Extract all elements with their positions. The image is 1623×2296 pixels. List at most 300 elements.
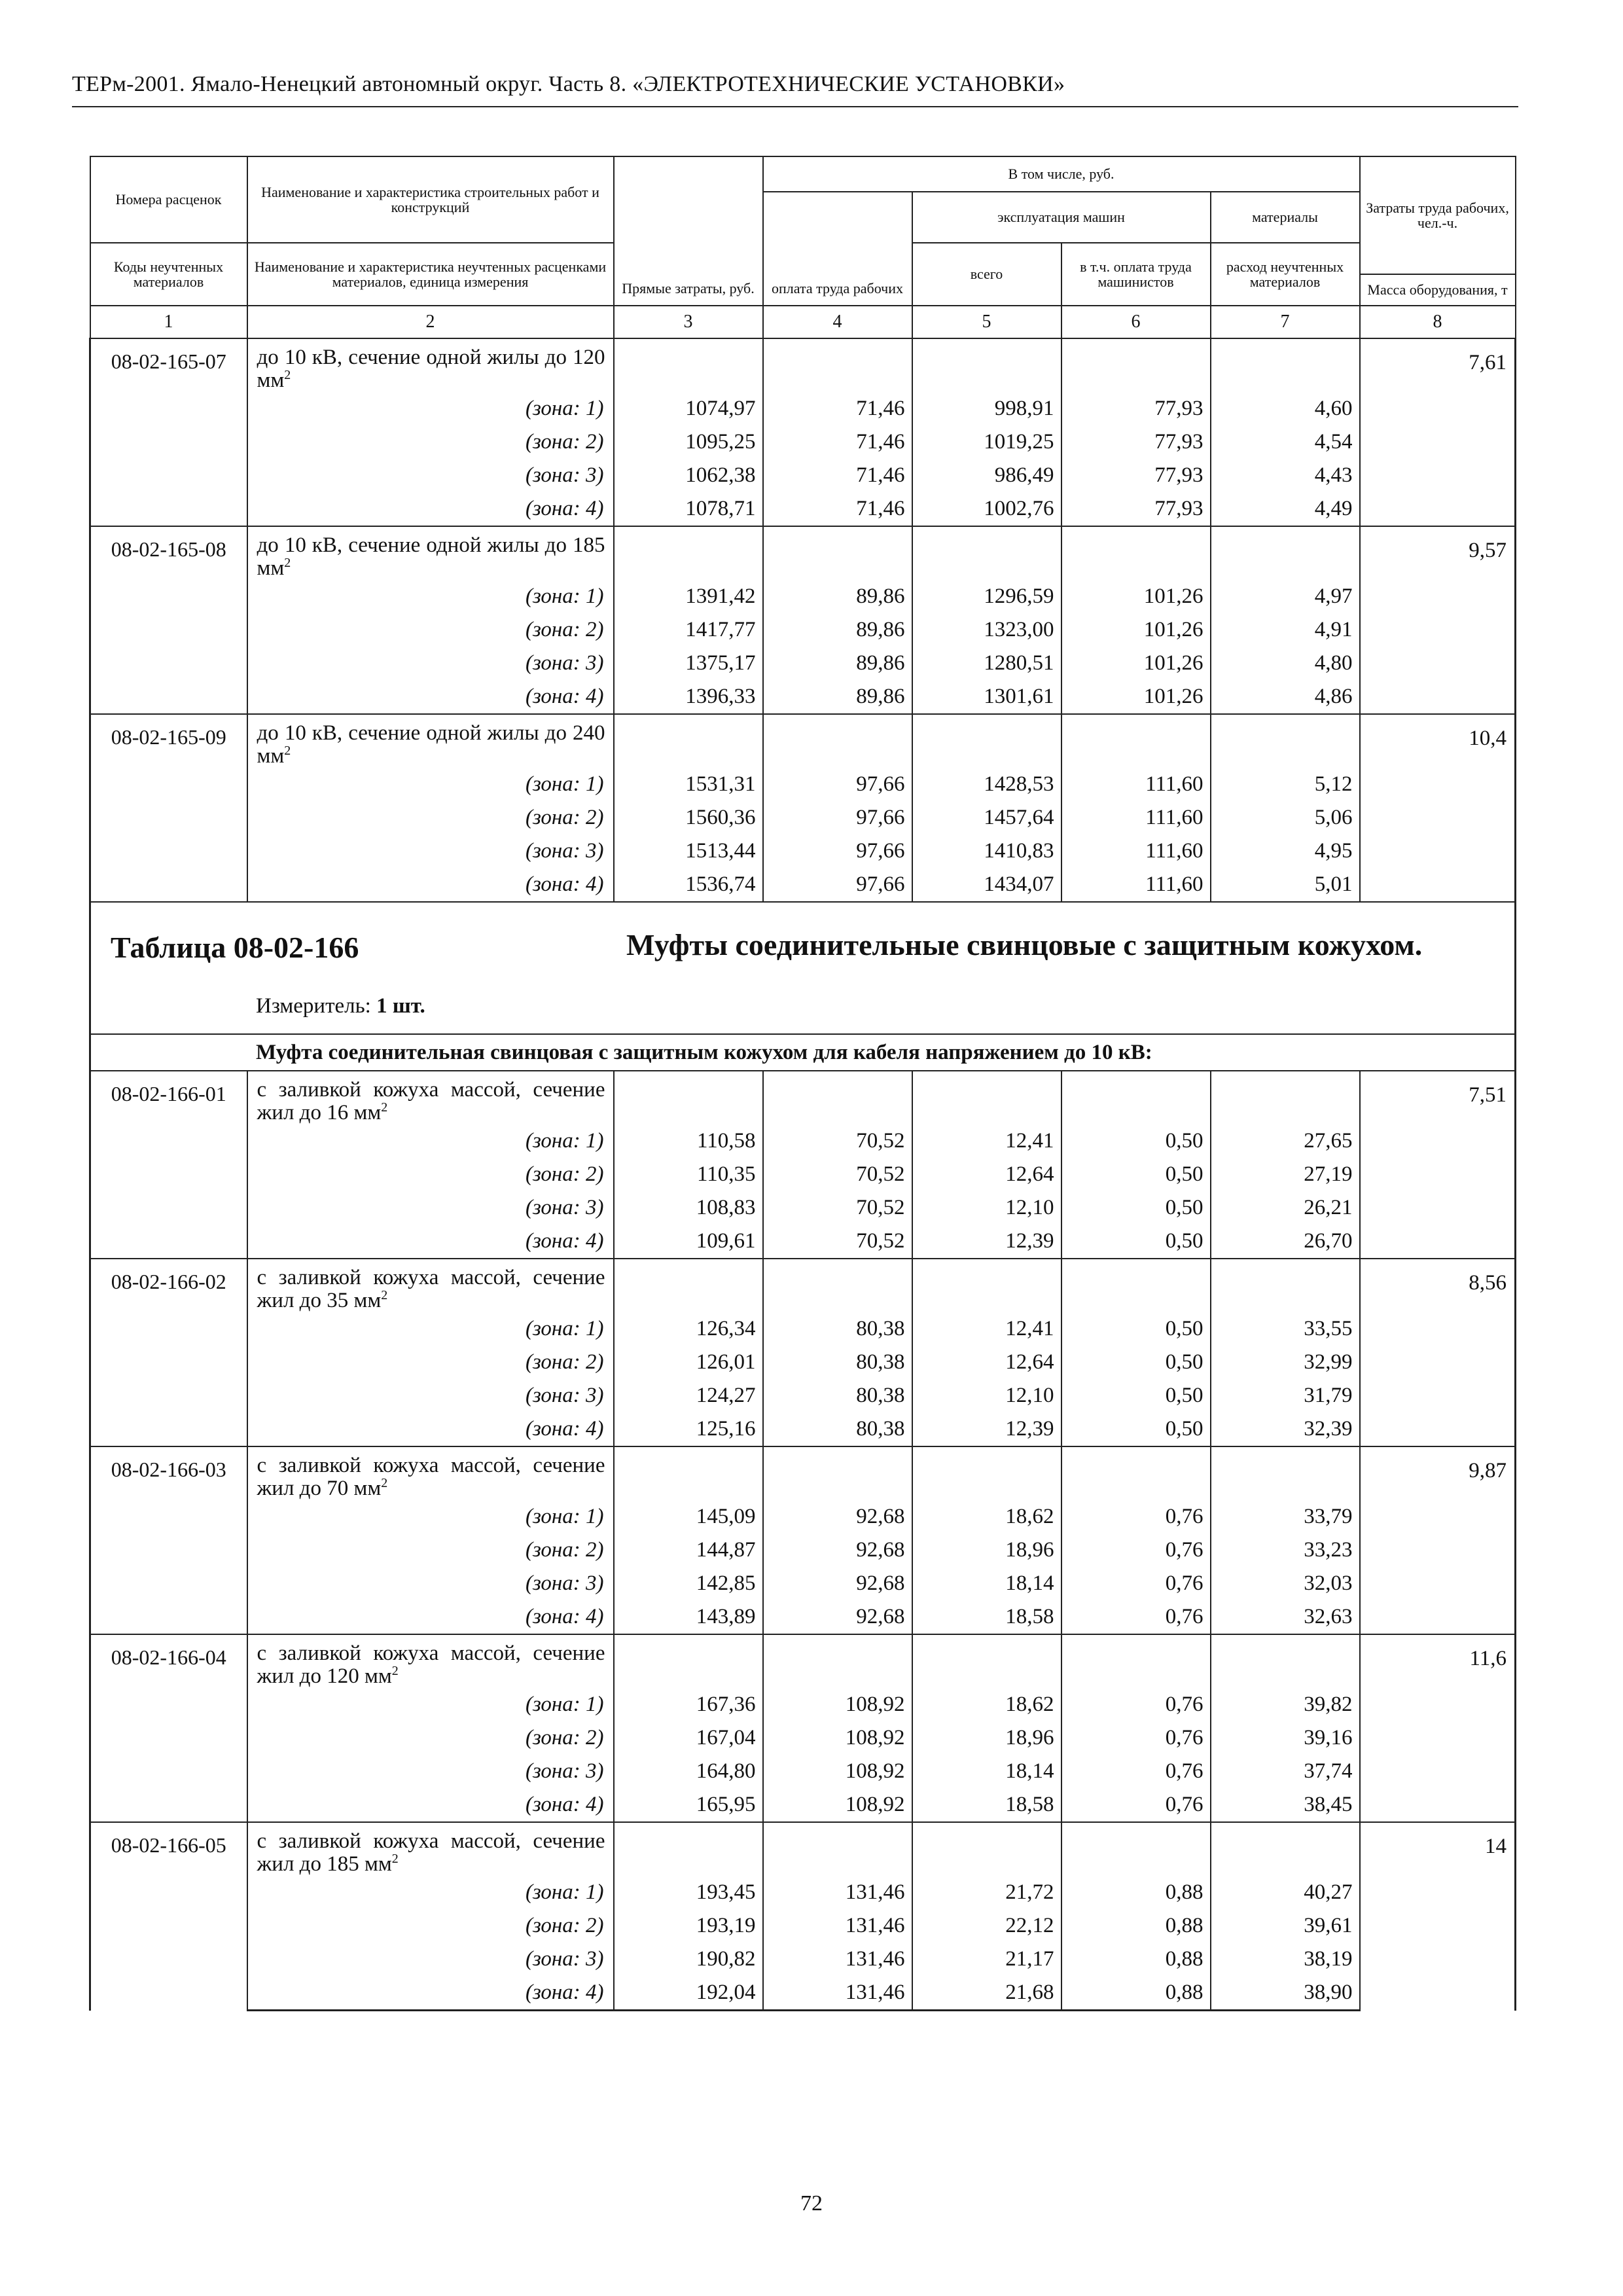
machines-total: 18,96 [912,1534,1061,1567]
wages-cost: 80,38 [763,1412,912,1446]
machines-total: 1457,64 [912,801,1061,834]
col-number: 3 [614,306,763,338]
wages-cost: 71,46 [763,425,912,459]
wages-cost: 97,66 [763,868,912,902]
empty-cell [912,1259,1061,1312]
machines-wages: 0,76 [1061,1755,1211,1788]
materials-cost: 32,63 [1211,1600,1360,1634]
machines-wages: 77,93 [1061,459,1211,492]
zone-row [90,1567,1516,1600]
zone-row [90,392,1516,425]
rate-mass: 10,4 [1360,714,1516,902]
col-header-materials: материалы [1211,192,1360,243]
empty-cell [1211,1259,1360,1312]
empty-cell [763,526,912,580]
zone-label: (зона: 3) [247,1943,614,1976]
zone-row [90,459,1516,492]
direct-cost: 192,04 [614,1976,763,2011]
materials-cost: 4,86 [1211,680,1360,714]
empty-cell [763,1446,912,1500]
zone-row [90,425,1516,459]
empty-cell [763,1071,912,1124]
table-unit [256,994,425,1018]
materials-cost: 32,99 [1211,1346,1360,1379]
empty-cell [1061,1259,1211,1312]
direct-cost: 109,61 [614,1225,763,1259]
rate-name [247,526,614,580]
materials-cost: 4,91 [1211,613,1360,647]
machines-total: 12,39 [912,1225,1061,1259]
rate-entry-header [90,1446,1516,1500]
machines-total: 21,17 [912,1943,1061,1976]
direct-cost: 1417,77 [614,613,763,647]
wages-cost: 97,66 [763,834,912,868]
machines-total: 18,14 [912,1755,1061,1788]
machines-wages: 0,76 [1061,1788,1211,1822]
machines-wages: 0,76 [1061,1500,1211,1534]
direct-cost: 1536,74 [614,868,763,902]
zone-row [90,768,1516,801]
rate-entry-header [90,338,1516,392]
zone-label: (зона: 3) [247,1567,614,1600]
direct-cost: 1074,97 [614,392,763,425]
direct-cost: 167,36 [614,1688,763,1721]
empty-cell [763,338,912,392]
empty-cell [614,1634,763,1688]
machines-wages: 101,26 [1061,680,1211,714]
rate-mass: 7,51 [1360,1071,1516,1259]
zone-row [90,1312,1516,1346]
wages-cost: 97,66 [763,768,912,801]
wages-cost: 131,46 [763,1943,912,1976]
column-numbers-row [90,306,1516,338]
machines-total: 1428,53 [912,768,1061,801]
machines-total: 18,96 [912,1721,1061,1755]
machines-total: 986,49 [912,459,1061,492]
machines-total: 18,62 [912,1500,1061,1534]
empty-cell [1211,1071,1360,1124]
materials-cost: 5,12 [1211,768,1360,801]
machines-total: 22,12 [912,1909,1061,1943]
direct-cost: 1396,33 [614,680,763,714]
empty-cell [1061,714,1211,768]
machines-wages: 0,50 [1061,1191,1211,1225]
materials-cost: 32,39 [1211,1412,1360,1446]
empty-cell [912,526,1061,580]
machines-total: 18,58 [912,1600,1061,1634]
wages-cost: 92,68 [763,1534,912,1567]
zone-label: (зона: 4) [247,1788,614,1822]
header-divider [72,106,1518,107]
machines-wages: 101,26 [1061,647,1211,680]
zone-label: (зона: 2) [247,801,614,834]
superscript: 2 [284,556,291,570]
machines-wages: 0,50 [1061,1158,1211,1191]
direct-cost: 1531,31 [614,768,763,801]
machines-wages: 111,60 [1061,868,1211,902]
empty-cell [614,714,763,768]
rate-name [247,1446,614,1500]
rate-entry-header [90,526,1516,580]
superscript: 2 [284,368,291,382]
rate-entry-header [90,1634,1516,1688]
col-number: 6 [1061,306,1211,338]
rate-name-text: до 10 кВ, сечение одной жилы до 185 мм [257,533,605,580]
rate-mass: 8,56 [1360,1259,1516,1446]
machines-total: 1301,61 [912,680,1061,714]
zone-label: (зона: 1) [247,1688,614,1721]
zone-row [90,1379,1516,1412]
zone-label: (зона: 1) [247,768,614,801]
machines-wages: 0,76 [1061,1721,1211,1755]
zone-row [90,801,1516,834]
col-header-rate-numbers: Номера расценок [90,156,247,243]
materials-cost: 26,70 [1211,1225,1360,1259]
materials-cost: 38,45 [1211,1788,1360,1822]
superscript: 2 [391,1664,399,1678]
rate-name [247,1822,614,1876]
zone-label: (зона: 3) [247,1379,614,1412]
empty-cell [763,1634,912,1688]
machines-wages: 0,88 [1061,1943,1211,1976]
wages-cost: 71,46 [763,392,912,425]
machines-total: 1323,00 [912,613,1061,647]
direct-cost: 1062,38 [614,459,763,492]
rate-code: 08-02-166-04 [90,1634,247,1822]
direct-cost: 1560,36 [614,801,763,834]
machines-wages: 0,50 [1061,1312,1211,1346]
rate-name-text: с заливкой кожуха массой, сечение жил до 35 мм [257,1266,605,1312]
direct-cost: 143,89 [614,1600,763,1634]
machines-total: 998,91 [912,392,1061,425]
materials-cost: 27,19 [1211,1158,1360,1191]
machines-total: 12,39 [912,1412,1061,1446]
machines-wages: 0,88 [1061,1876,1211,1909]
zone-label: (зона: 4) [247,1225,614,1259]
rate-entry-header [90,1259,1516,1312]
zone-label: (зона: 1) [247,1876,614,1909]
zone-row [90,1876,1516,1909]
materials-cost: 38,19 [1211,1943,1360,1976]
machines-total: 12,10 [912,1191,1061,1225]
wages-cost: 131,46 [763,1976,912,2011]
rate-entry-header [90,714,1516,768]
zone-row [90,492,1516,526]
table-title [91,903,1514,1033]
zone-label: (зона: 3) [247,834,614,868]
zone-label: (зона: 4) [247,1412,614,1446]
wages-cost: 97,66 [763,801,912,834]
empty-cell [1211,1634,1360,1688]
zone-label: (зона: 2) [247,1721,614,1755]
zone-label: (зона: 1) [247,1124,614,1158]
direct-cost: 142,85 [614,1567,763,1600]
zone-label: (зона: 4) [247,1976,614,2011]
zone-row [90,1500,1516,1534]
col-header-wages: оплата труда рабочих [763,192,912,306]
empty-cell [614,526,763,580]
zone-row [90,1909,1516,1943]
rate-code: 08-02-166-01 [90,1071,247,1259]
empty-cell [763,1259,912,1312]
section-subheader-row [90,1034,1516,1071]
rate-entry-header [90,1071,1516,1124]
machines-wages: 0,76 [1061,1688,1211,1721]
col-header-machines-total: всего [912,243,1061,306]
rate-code: 08-02-165-07 [90,338,247,526]
rate-name-text: с заливкой кожуха массой, сечение жил до 70 мм [257,1454,605,1500]
rate-code: 08-02-165-09 [90,714,247,902]
direct-cost: 164,80 [614,1755,763,1788]
table-name: Муфты соединительные свинцовые с защитным кожухом. [626,928,1423,961]
col-header-name: Наименование и характеристика строительных работ и конструкций [247,156,614,243]
zone-row [90,834,1516,868]
machines-total: 18,62 [912,1688,1061,1721]
machines-total: 1019,25 [912,425,1061,459]
machines-total: 12,64 [912,1346,1061,1379]
materials-cost: 37,74 [1211,1755,1360,1788]
materials-cost: 33,79 [1211,1500,1360,1534]
machines-total: 12,64 [912,1158,1061,1191]
materials-cost: 5,06 [1211,801,1360,834]
zone-label: (зона: 3) [247,459,614,492]
col-header-materials-consumption: расход неучтенных материалов [1211,243,1360,306]
empty-cell [912,338,1061,392]
superscript: 2 [381,1288,388,1302]
empty-cell [614,1446,763,1500]
zone-label: (зона: 1) [247,392,614,425]
empty-cell [912,1446,1061,1500]
empty-cell [1061,1446,1211,1500]
wages-cost: 71,46 [763,459,912,492]
table-number: Таблица 08-02-166 [111,931,359,964]
rate-name [247,1634,614,1688]
superscript: 2 [381,1476,388,1490]
col-number: 5 [912,306,1061,338]
col-number: 4 [763,306,912,338]
zone-row [90,1600,1516,1634]
direct-cost: 108,83 [614,1191,763,1225]
rates-table [89,156,1516,2011]
rate-name [247,714,614,768]
zone-label: (зона: 2) [247,1909,614,1943]
materials-cost: 33,55 [1211,1312,1360,1346]
materials-cost: 39,82 [1211,1688,1360,1721]
materials-cost: 32,03 [1211,1567,1360,1600]
rate-entry-header [90,1822,1516,1876]
direct-cost: 190,82 [614,1943,763,1976]
zone-label: (зона: 1) [247,1500,614,1534]
direct-cost: 125,16 [614,1412,763,1446]
machines-wages: 101,26 [1061,580,1211,613]
zone-label: (зона: 2) [247,1534,614,1567]
materials-cost: 40,27 [1211,1876,1360,1909]
direct-cost: 126,34 [614,1312,763,1346]
direct-cost: 1095,25 [614,425,763,459]
zone-row [90,1688,1516,1721]
rate-mass: 9,57 [1360,526,1516,714]
rate-code: 08-02-166-03 [90,1446,247,1634]
machines-total: 18,14 [912,1567,1061,1600]
wages-cost: 80,38 [763,1379,912,1412]
direct-cost: 165,95 [614,1788,763,1822]
empty-cell [614,1071,763,1124]
materials-cost: 4,95 [1211,834,1360,868]
direct-cost: 110,35 [614,1158,763,1191]
wages-cost: 89,86 [763,613,912,647]
rate-name-text: до 10 кВ, сечение одной жилы до 120 мм [257,346,605,392]
col-header-name-materials: Наименование и характеристика неучтенных расценками материалов, единица измерения [247,243,614,306]
unit-value: 1 шт. [376,994,425,1018]
materials-cost: 4,60 [1211,392,1360,425]
wages-cost: 80,38 [763,1312,912,1346]
col-number: 2 [247,306,614,338]
zone-label: (зона: 3) [247,647,614,680]
machines-wages: 0,50 [1061,1346,1211,1379]
materials-cost: 4,43 [1211,459,1360,492]
machines-total: 18,58 [912,1788,1061,1822]
page-header: ТЕРм-2001. Ямало-Ненецкий автономный округ. Часть 8. «ЭЛЕКТРОТЕХНИЧЕСКИЕ УСТАНОВКИ» [72,72,1065,96]
empty-cell [912,1822,1061,1876]
empty-cell [1211,1822,1360,1876]
machines-total: 1296,59 [912,580,1061,613]
col-number: 8 [1360,306,1516,338]
machines-wages: 0,88 [1061,1909,1211,1943]
zone-label: (зона: 3) [247,1755,614,1788]
wages-cost: 131,46 [763,1876,912,1909]
empty-cell [1211,1446,1360,1500]
rate-mass: 7,61 [1360,338,1516,526]
direct-cost: 1391,42 [614,580,763,613]
zone-label: (зона: 4) [247,1600,614,1634]
wages-cost: 92,68 [763,1567,912,1600]
zone-row [90,1191,1516,1225]
zone-row [90,1788,1516,1822]
machines-total: 12,41 [912,1312,1061,1346]
zone-row [90,1225,1516,1259]
materials-cost: 39,61 [1211,1909,1360,1943]
machines-total: 21,72 [912,1876,1061,1909]
empty-cell [912,714,1061,768]
machines-wages: 111,60 [1061,768,1211,801]
col-number: 7 [1211,306,1360,338]
machines-wages: 0,50 [1061,1379,1211,1412]
zone-row [90,1158,1516,1191]
wages-cost: 108,92 [763,1688,912,1721]
materials-cost: 4,49 [1211,492,1360,526]
materials-cost: 33,23 [1211,1534,1360,1567]
empty-cell [1061,338,1211,392]
col-header-labor: Затраты труда рабочих, чел.-ч. [1360,156,1516,274]
empty-cell [912,1071,1061,1124]
direct-cost: 124,27 [614,1379,763,1412]
rate-name [247,1259,614,1312]
machines-total: 1002,76 [912,492,1061,526]
machines-wages: 0,76 [1061,1567,1211,1600]
rate-name [247,338,614,392]
machines-total: 12,10 [912,1379,1061,1412]
zone-row [90,580,1516,613]
zone-label: (зона: 2) [247,1346,614,1379]
direct-cost: 1375,17 [614,647,763,680]
empty-cell [1061,1071,1211,1124]
machines-wages: 0,50 [1061,1124,1211,1158]
col-header-including: В том числе, руб. [763,156,1360,192]
wages-cost: 108,92 [763,1788,912,1822]
direct-cost: 144,87 [614,1534,763,1567]
rate-mass: 14 [1360,1822,1516,2011]
wages-cost: 108,92 [763,1755,912,1788]
col-header-codes: Коды неучтенных материалов [90,243,247,306]
unit-label: Измеритель: [256,994,371,1018]
empty-cell [614,1259,763,1312]
superscript: 2 [391,1852,399,1866]
empty-cell [1211,526,1360,580]
empty-cell [763,1822,912,1876]
col-number: 1 [90,306,247,338]
page-number: 72 [800,2191,823,2215]
empty-cell [1211,714,1360,768]
empty-cell [1061,1822,1211,1876]
direct-cost: 1078,71 [614,492,763,526]
materials-cost: 4,54 [1211,425,1360,459]
rate-code: 08-02-165-08 [90,526,247,714]
zone-label: (зона: 4) [247,680,614,714]
zone-label: (зона: 2) [247,613,614,647]
zone-row [90,1346,1516,1379]
zone-label: (зона: 3) [247,1191,614,1225]
wages-cost: 131,46 [763,1909,912,1943]
wages-cost: 92,68 [763,1600,912,1634]
zone-row [90,1412,1516,1446]
direct-cost: 145,09 [614,1500,763,1534]
machines-wages: 0,50 [1061,1412,1211,1446]
rate-code: 08-02-166-02 [90,1259,247,1446]
table-title-cell [90,902,1516,1034]
rate-mass: 9,87 [1360,1446,1516,1634]
zone-row [90,868,1516,902]
empty-cell [614,338,763,392]
wages-cost: 89,86 [763,680,912,714]
col-header-machines: эксплуатация машин [912,192,1211,243]
zone-row [90,1755,1516,1788]
empty-cell [1211,338,1360,392]
direct-cost: 1513,44 [614,834,763,868]
zone-row [90,613,1516,647]
rate-mass: 11,6 [1360,1634,1516,1822]
zone-label: (зона: 1) [247,580,614,613]
empty-cell [1061,1634,1211,1688]
materials-cost: 31,79 [1211,1379,1360,1412]
wages-cost: 89,86 [763,647,912,680]
section-subheader: Муфта соединительная свинцовая с защитным кожухом для кабеля напряжением до 10 кВ: [90,1034,1516,1071]
wages-cost: 71,46 [763,492,912,526]
empty-cell [763,714,912,768]
wages-cost: 70,52 [763,1158,912,1191]
zone-row [90,680,1516,714]
superscript: 2 [284,744,291,758]
machines-wages: 77,93 [1061,392,1211,425]
machines-wages: 101,26 [1061,613,1211,647]
rate-name-text: до 10 кВ, сечение одной жилы до 240 мм [257,721,605,768]
materials-cost: 4,80 [1211,647,1360,680]
machines-wages: 111,60 [1061,834,1211,868]
machines-total: 21,68 [912,1976,1061,2011]
table-title-row [90,902,1516,1034]
direct-cost: 193,19 [614,1909,763,1943]
rate-name-text: с заливкой кожуха массой, сечение жил до 16 мм [257,1078,605,1124]
zone-row [90,1943,1516,1976]
